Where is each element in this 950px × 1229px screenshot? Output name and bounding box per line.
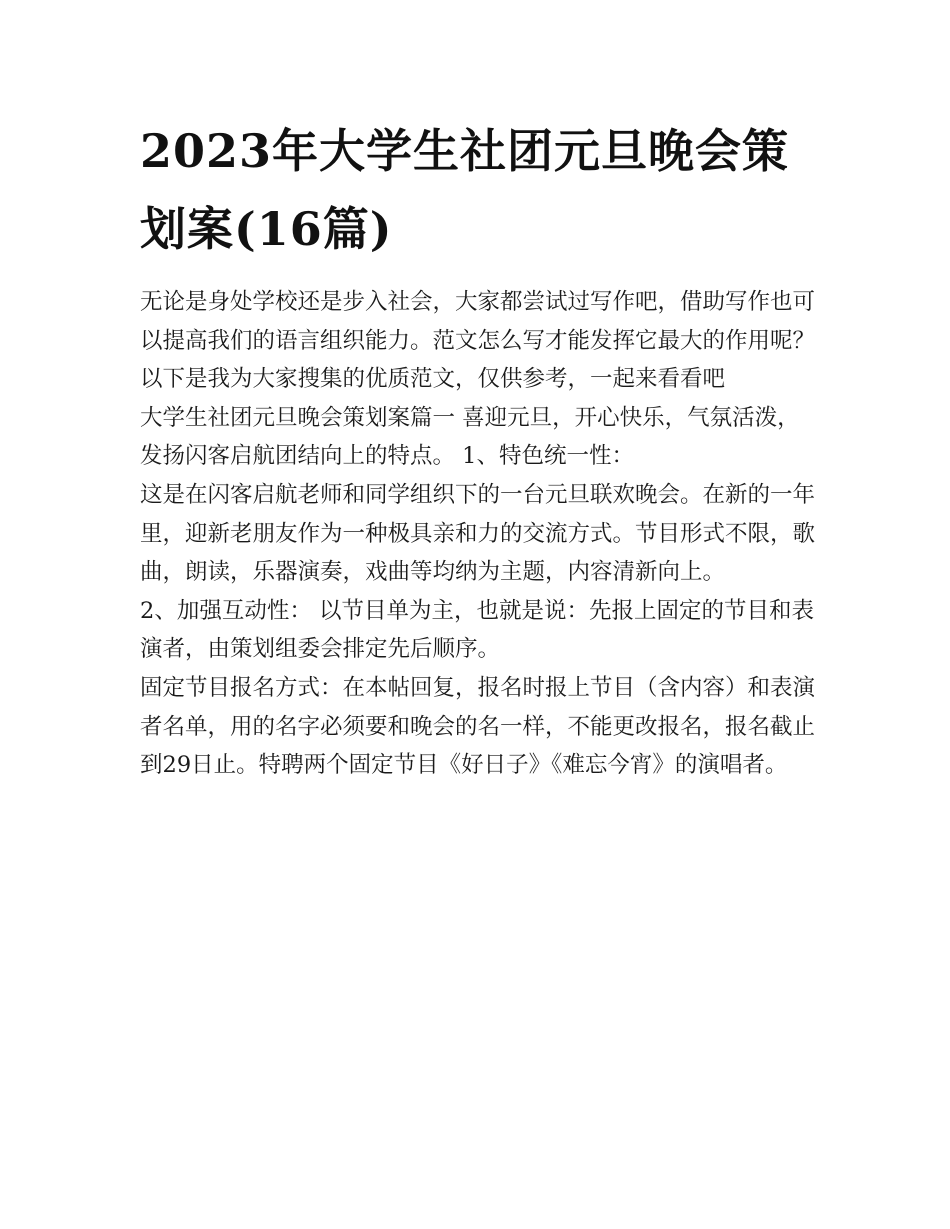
document-title: 2023年大学生社团元旦晚会策划案(16篇): [140, 124, 790, 256]
paragraph-interaction: 2、加强互动性： 以节目单为主，也就是说：先报上固定的节目和表演者，由策划组委会排定先后顺序。: [140, 597, 814, 663]
document-body: [140, 283, 820, 785]
paragraph-registration: 固定节目报名方式：在本帖回复，报名时报上节目（含内容）和表演者名单，用的名字必须要和晚会的名一样，不能更改报名，报名截止到29日止。特聘两个固定节目《好日子》《难忘今宵》的演唱者。: [140, 674, 816, 779]
paragraph-section-one: 大学生社团元旦晚会策划案篇一 喜迎元旦，开心快乐，气氛活泼，发扬闪客启航团结向上的特点。 1、特色统一性：: [140, 404, 800, 470]
paragraph-description: 这是在闪客启航老师和同学组织下的一台元旦联欢晚会。在新的一年里，迎新老朋友作为一种极具亲和力的交流方式。节目形式不限，歌曲，朗读，乐器演奏，戏曲等均纳为主题，内容清新向上。: [140, 481, 816, 586]
paragraph-intro: 无论是身处学校还是步入社会，大家都尝试过写作吧，借助写作也可以提高我们的语言组织能力。范文怎么写才能发挥它最大的作用呢？以下是我为大家搜集的优质范文，仅供参考，一起来看看吧: [140, 289, 816, 393]
